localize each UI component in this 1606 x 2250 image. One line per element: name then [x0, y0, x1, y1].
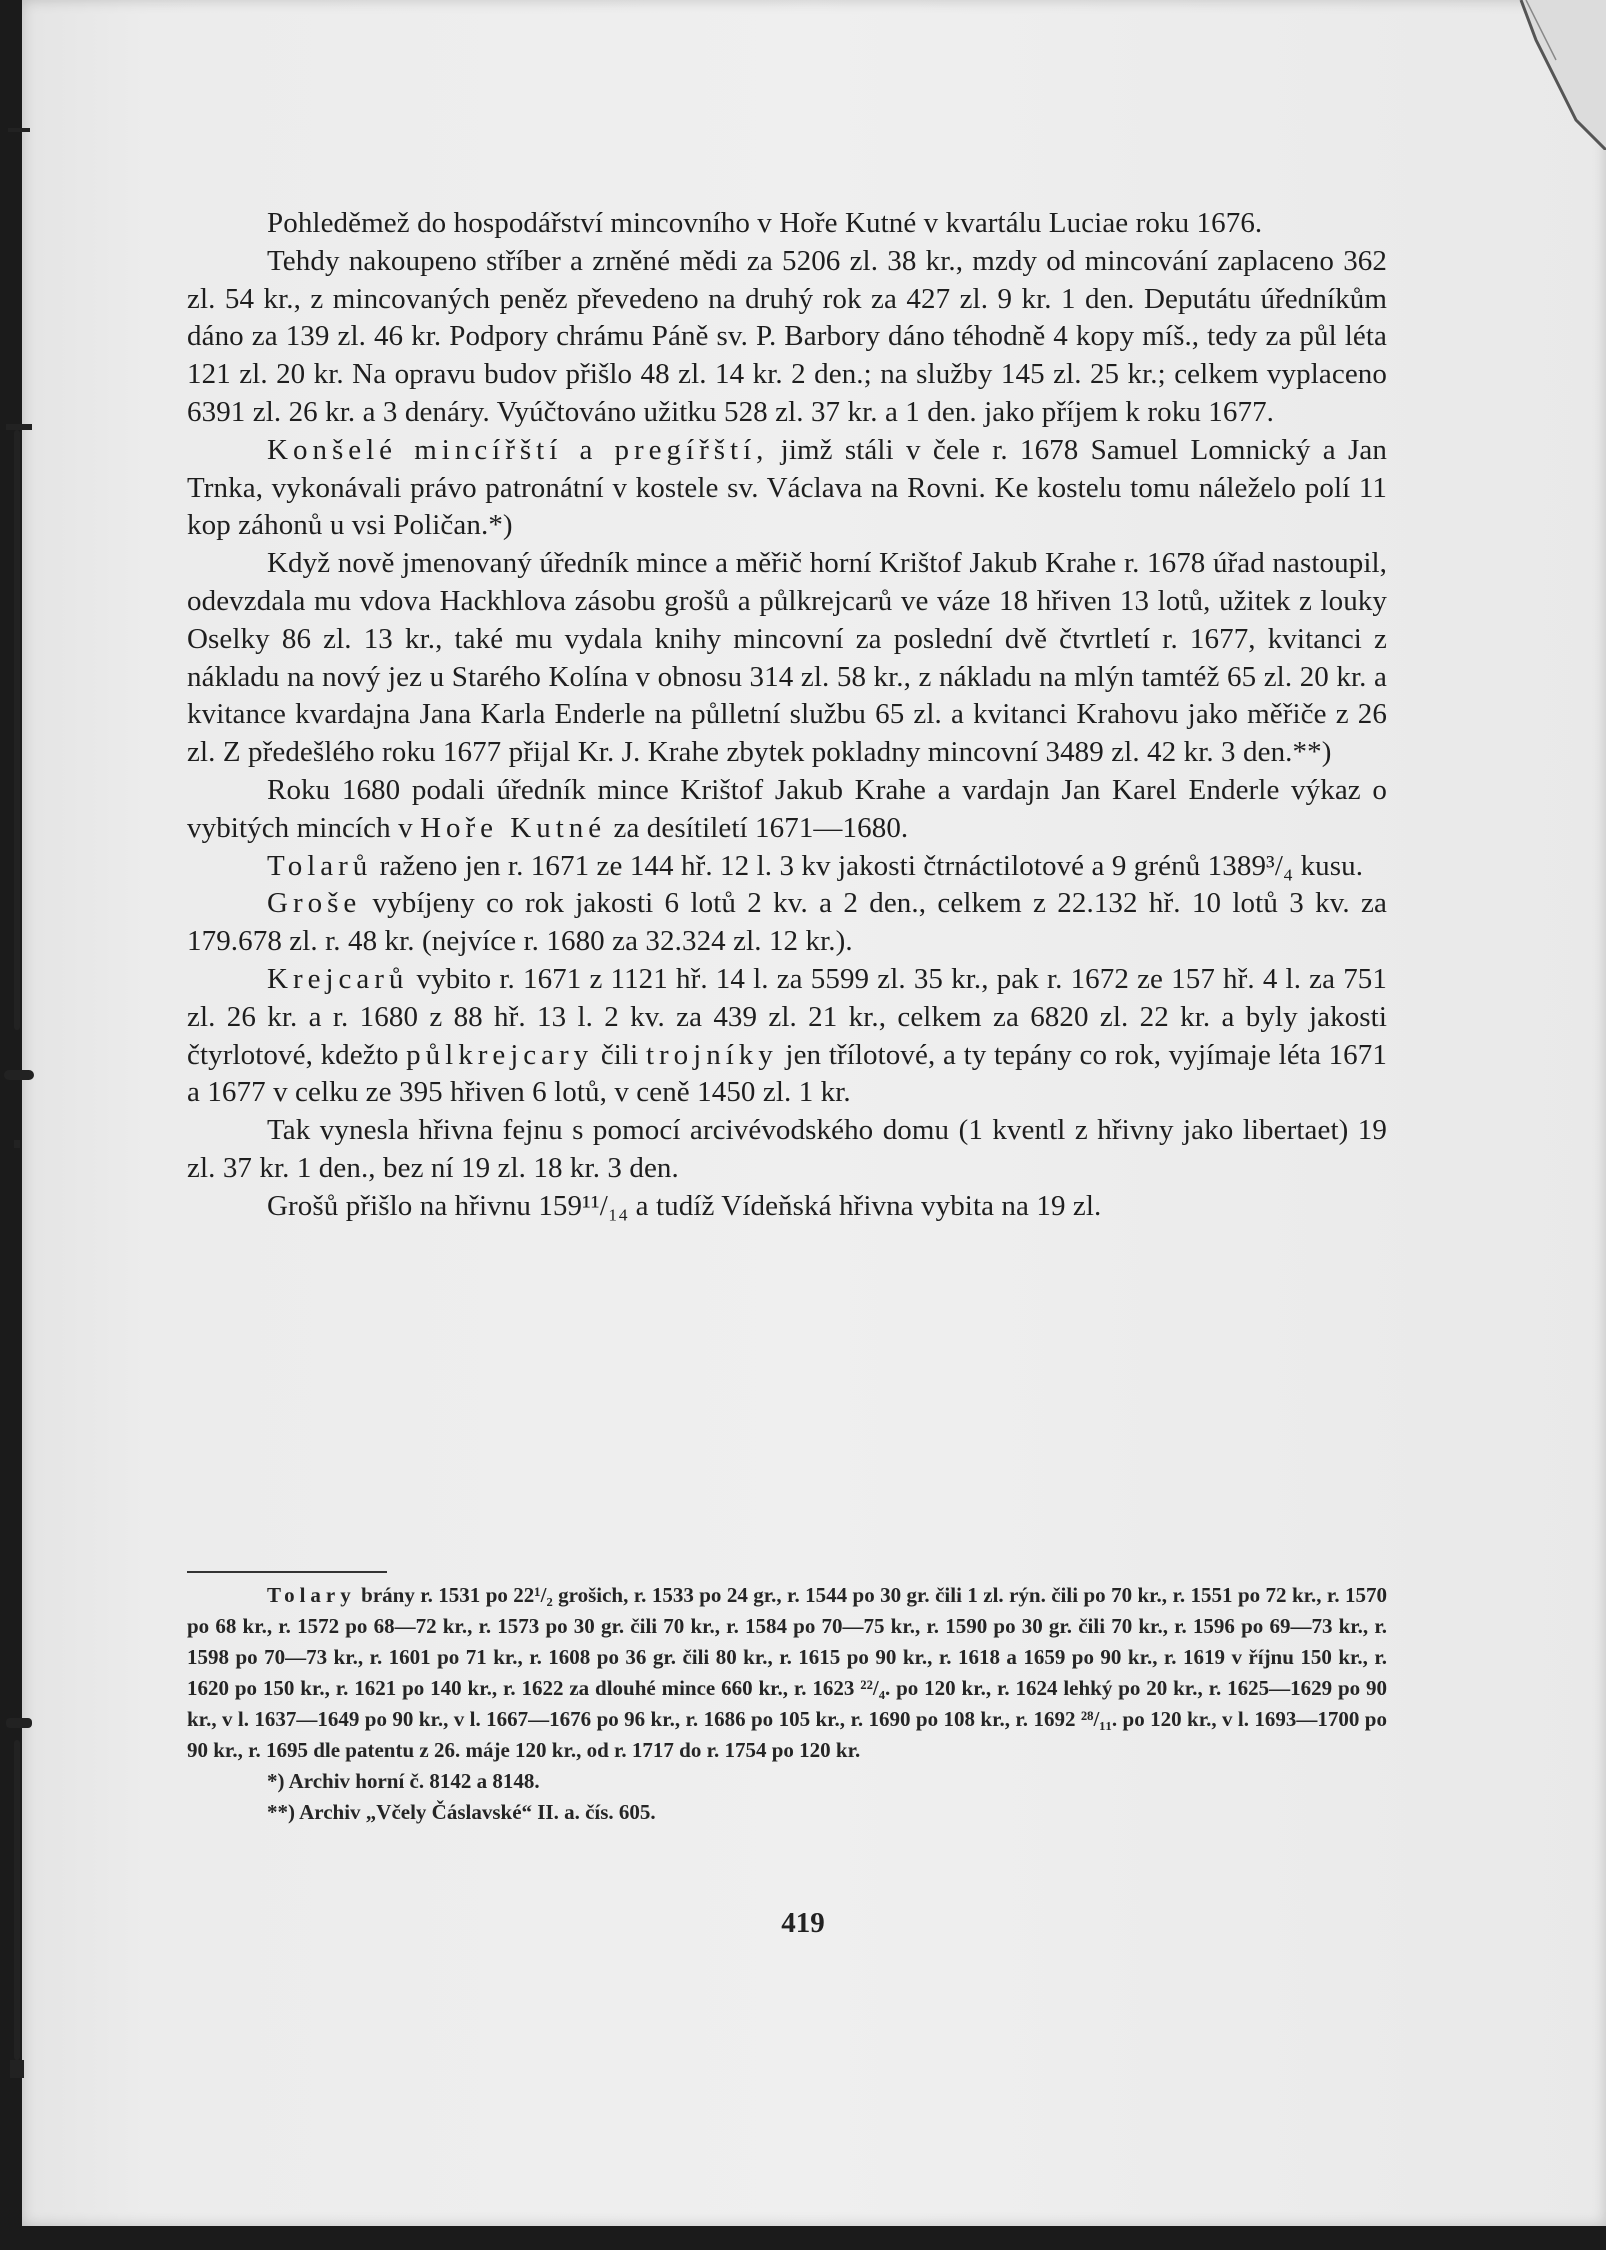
spaced-town: Hoře Kutné: [420, 811, 607, 844]
paragraph-groschen: [187, 885, 1387, 961]
spaced-trojniky: trojníky: [645, 1038, 778, 1071]
paragraph-vienna-mark: [187, 1188, 1387, 1226]
spaced-lead: Tolary: [267, 1583, 356, 1607]
footnote-ref-1: *) Archiv horní č. 8142 a 8148.: [267, 1769, 540, 1793]
paragraph-kreuzers: [187, 961, 1387, 1112]
paragraph-text: Roku 1680 podali úředník mince Krištof Jakub Krahe a vardajn Jan Karel Enderle výkaz o vybitých mincích v: [187, 773, 1387, 844]
footnotes: [187, 1580, 1387, 1828]
spaced-lead: Groše: [267, 887, 362, 920]
paragraph-mark-yield: [187, 1112, 1387, 1188]
paragraph-mint-accounts-1676: [187, 205, 1387, 243]
paragraph-text: Grošů přišlo na hřivnu 159¹¹/₁₄ a tudíž Vídeňská hřivna vybita na 19 zl.: [267, 1189, 1102, 1222]
footnote-ref-2: **) Archiv „Včely Čáslavské“ II. a. čís. 605.: [267, 1800, 656, 1824]
page-number: 419: [781, 1907, 825, 1939]
main-text: [187, 205, 1387, 1226]
paragraph-text: raženo jen r. 1671 ze 144 hř. 12 l. 3 kv jakosti čtrnáctilotové a 9 grénů 1389³/₄ kusu.: [372, 849, 1364, 882]
spaced-lead: Konšelé mincířští a pregířští,: [267, 433, 769, 466]
footnote-tolary: [187, 1580, 1387, 1766]
paragraph-text: Když nově jmenovaný úředník mince a měřič horní Krištof Jakub Krahe r. 1678 úřad nastoupil, odevzdala mu vdova Hackhlova zásobu grošů a půlkrejcarů ve váze 18 hřiven 13 lotů, užitek z louky Oselky 86 zl. 13 kr., také mu vydala knihy mincovní za poslední dvě čtvrtletí r. 1677, kvitanci z nákladu na nový jez u Starého Kolína v obnosu 314 zl. 58 kr., z nákladu na mlýn tamtéž 65 zl. 20 kr. a kvitance kvardajna Jana Karla Enderle na půlletní službu 65 zl. a kvitanci Krahovu jako měřiče z 26 zl. Z předešlého roku 1677 přijal Kr. J. Krahe zbytek pokladny mincovní 3489 zl. 42 kr. 3 den.**): [187, 547, 1387, 769]
page-curl-icon: [1496, 0, 1606, 150]
paragraph-tail: jen třílotové, a ty tepány co rok, vyjímaje léta 1671 a 1677 v celku ze 395 hřiven 6 lotů, v ceně 1450 zl. 1 kr.: [187, 1038, 1387, 1109]
spaced-half-kreuzers: půlkrejcary: [406, 1038, 594, 1071]
footnote-rule: [187, 1571, 387, 1573]
paragraph-text: vybíjeny co rok jakosti 6 lotů 2 kv. a 2 den., celkem z 22.132 hř. 10 lotů 3 kv. za 179.678 zl. r. 48 kr. (nejvíce r. 1680 za 32.324 zl. 12 kr.).: [187, 887, 1387, 958]
paragraph-tail: za desítiletí 1671—1680.: [606, 811, 909, 844]
spaced-lead: Tolarů: [267, 849, 373, 882]
paragraph-mid: čili: [593, 1038, 646, 1071]
spaced-lead: Krejcarů: [267, 962, 409, 995]
footnote-text: brány r. 1531 po 22¹/₂ grošich, r. 1533 po 24 gr., r. 1544 po 30 gr. čili 1 zl. rýn. čili po 70 kr., r. 1551 po 72 kr., r. 1570 po 68 kr., r. 1572 po 68—72 kr., r. 1573 po 30 gr. čili 70 kr., r. 1584 po 70—75 kr., r. 1590 po 30 gr. čili 70 kr., r. 1596 po 69—73 kr., r. 1598 po 70—73 kr., r. 1601 po 71 kr., r. 1608 po 36 gr. čili 80 kr., r. 1615 po 90 kr., r. 1618 a 1659 po 90 kr., r. 1619 v říjnu 150 kr., r. 1620 po 150 kr., r. 1621 po 140 kr., r. 1622 za dlouhé mince 660 kr., r. 1623 ²²/₄. po 120 kr., r. 1624 lehký po 20 kr., r. 1625—1629 po 90 kr., v l. 1637—1649 po 90 kr., v l. 1667—1676 po 96 kr., r. 1686 po 105 kr., r. 1690 po 108 kr., r. 1692 ²⁸/₁₁. po 120 kr., v l. 1693—1700 po 90 kr., r. 1695 dle patentu z 26. máje 120 kr., od r. 1717 do r. 1754 po 120 kr.: [187, 1583, 1387, 1762]
paragraph-text: vybito r. 1671 z 1121 hř. 14 l. za 5599 zl. 35 kr., pak r. 1672 ze 157 hř. 4 l. za 751 zl. 26 kr. a r. 1680 z 88 hř. 13 l. 2 kv. za 439 zl. 21 kr., celkem za 6820 zl. 22 kr. a byly jakosti čtyrlotové, kdežto: [187, 962, 1387, 1071]
paragraph-text: Tehdy nakoupeno stříber a zrněné mědi za 5206 zl. 38 kr., mzdy od mincování zaplaceno 362 zl. 54 kr., z mincovaných peněz převedeno na druhý rok za 427 zl. 9 kr. 1 den. Deputátu úředníkům dáno za 139 zl. 46 kr. Podpory chrámu Páně sv. P. Barbory dáno téhodně 4 kopy míš., tedy za půl léta 121 zl. 20 kr. Na opravu budov přišlo 48 zl. 14 kr. 2 den.; na služby 145 zl. 25 kr.; celkem vyplaceno 6391 zl. 26 kr. a 3 denáry. Vyúčtováno užitku 528 zl. 37 kr. a 1 den. jako příjem k roku 1677.: [187, 244, 1387, 428]
paragraph-text: Tak vynesla hřivna fejnu s pomocí arcivévodského domu (1 kventl z hřivny jako libertaet) 19 zl. 37 kr. 1 den., bez ní 19 zl. 18 kr. 3 den.: [187, 1114, 1387, 1184]
paragraph-krahe-1678: [187, 545, 1387, 772]
paragraph-councillors: [187, 432, 1387, 545]
paragraph-text: jimž stáli v čele r. 1678 Samuel Lomnický a Jan Trnka, vykonávali právo patronátní v kostele sv. Václava na Rovni. Ke kostelu tomu náleželo polí 11 kop záhonů u vsi Poličan.*): [187, 433, 1387, 542]
paragraph-tolars: [187, 848, 1387, 886]
paragraph-expenses-1676: [187, 243, 1387, 432]
paragraph-report-1680: [187, 772, 1387, 848]
paragraph-text: Pohleděmež do hospodářství mincovního v Hoře Kutné v kvartálu Luciae roku 1676.: [267, 207, 1263, 239]
